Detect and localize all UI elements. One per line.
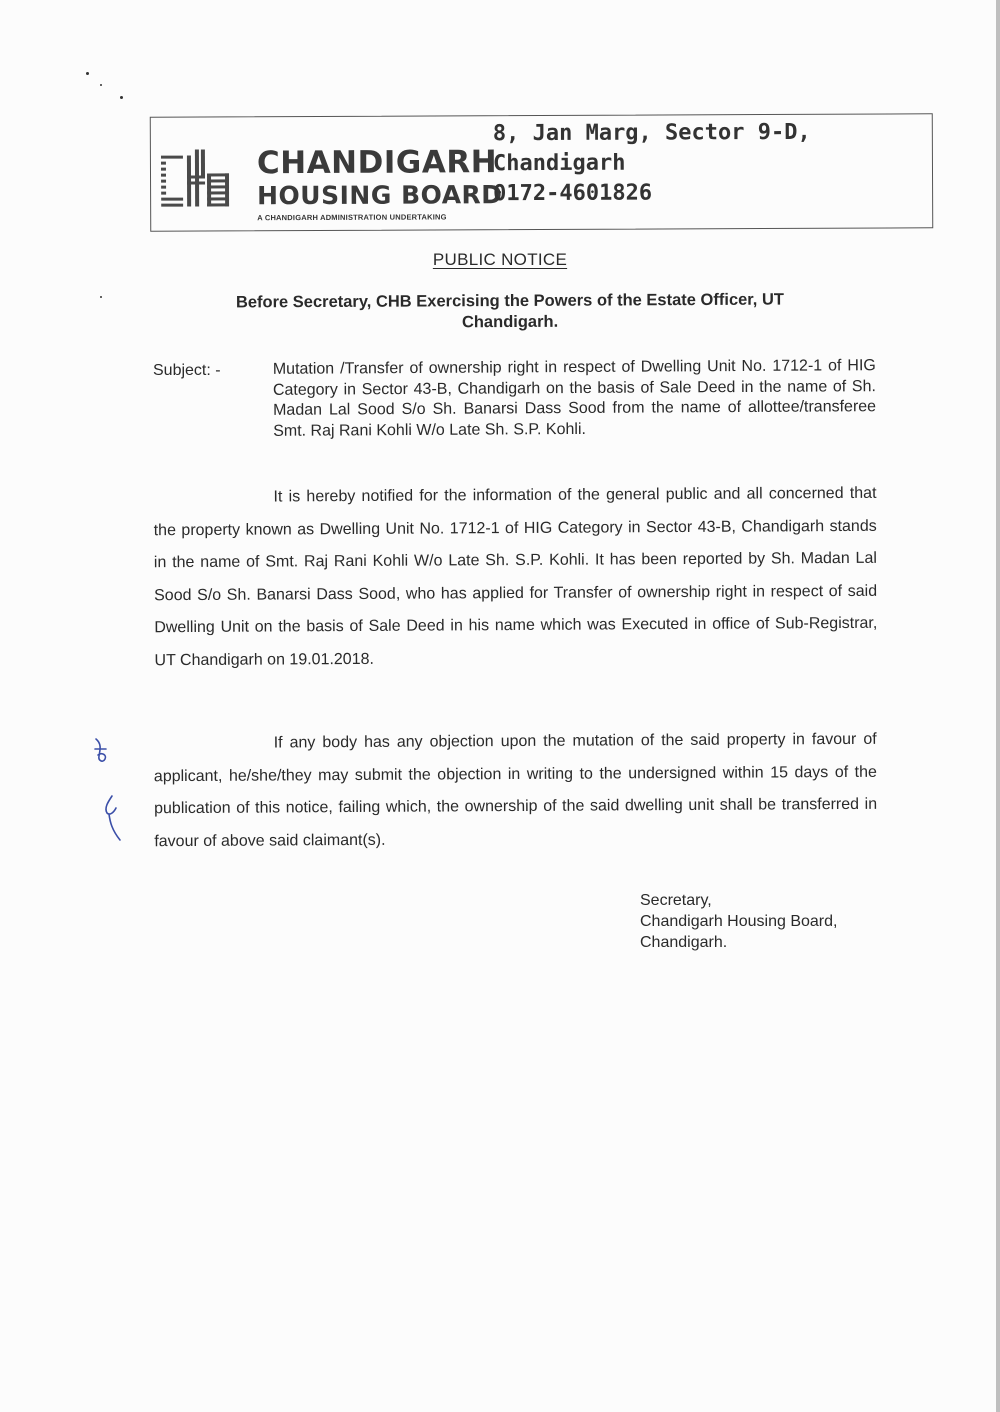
- phone-number: 0172-4601826: [493, 180, 653, 207]
- signature-line-3: Chandigarh.: [640, 934, 728, 951]
- brand-name-line-1: CHANDIGARH: [256, 144, 498, 182]
- subject-label: Subject: -: [153, 362, 221, 379]
- signature-line-1: Secretary,: [640, 892, 712, 909]
- handwritten-initial-mark: [90, 736, 114, 768]
- notice-paragraph-2: If any body has any objection upon the mutation of the said property in favour of applicant, he/she/they may submit the objection in writing to the undersigned within 15 days of the publication of this notice, failing which, the ownership of the said dwelling unit shall be transferred in favour of above said claimant(s).: [153, 730, 878, 850]
- letterhead-address: [493, 118, 811, 209]
- brand-tagline: A CHANDIGARH ADMINISTRATION UNDERTAKING: [257, 212, 447, 223]
- chb-logo-icon: [161, 147, 229, 209]
- notice-title: [0, 250, 1000, 270]
- scan-speck: [100, 84, 102, 86]
- letterhead: [150, 113, 933, 231]
- subject-text: Mutation /Transfer of ownership right in respect of Dwelling Unit No. 1712-1 of HIG Category in Sector 43-B, Chandigarh on the basis of Sale Deed in the name of Sh. Madan Lal Sood S/o Sh. Banarsi Dass Sood from the name of allottee/transferee Smt. Raj Rani Kohli W/o Late Sh. S.P. Kohli.: [272, 357, 877, 440]
- brand-name-line-2: HOUSING BOARD: [257, 180, 503, 211]
- notice-paragraph-1: It is hereby notified for the information of the general public and all concerned that the property known as Dwelling Unit No. 1712-1 of HIG Category in Sector 43-B, Chandigarh stands in the name of Smt. Raj Rani Kohli W/o Late Sh. S.P. Kohli. It has been reported by Sh. Madan Lal Sood S/o Sh. Banarsi Dass Sood, who has applied for Transfer of ownership right in respect of said Dwelling Unit on the basis of Sale Deed in his name which was Executed in office of Sub-Registrar, UT Chandigarh on 19.01.2018.: [153, 484, 878, 669]
- page-edge: [996, 0, 1000, 1412]
- scan-speck: [86, 72, 89, 75]
- notice-authority: Before Secretary, CHB Exercising the Powers of the Estate Officer, UT Chandigarh.: [235, 290, 785, 332]
- notice-title-text: PUBLIC NOTICE: [432, 250, 568, 269]
- address-line-2: Chandigarh: [492, 150, 626, 177]
- signature-line-2: Chandigarh Housing Board,: [640, 913, 838, 930]
- address-line-1: 8, Jan Marg, Sector 9-D,: [492, 119, 811, 147]
- scan-speck: [100, 296, 102, 298]
- handwritten-margin-mark: [100, 794, 126, 844]
- scan-speck: [120, 96, 123, 99]
- signature-block: [640, 890, 837, 953]
